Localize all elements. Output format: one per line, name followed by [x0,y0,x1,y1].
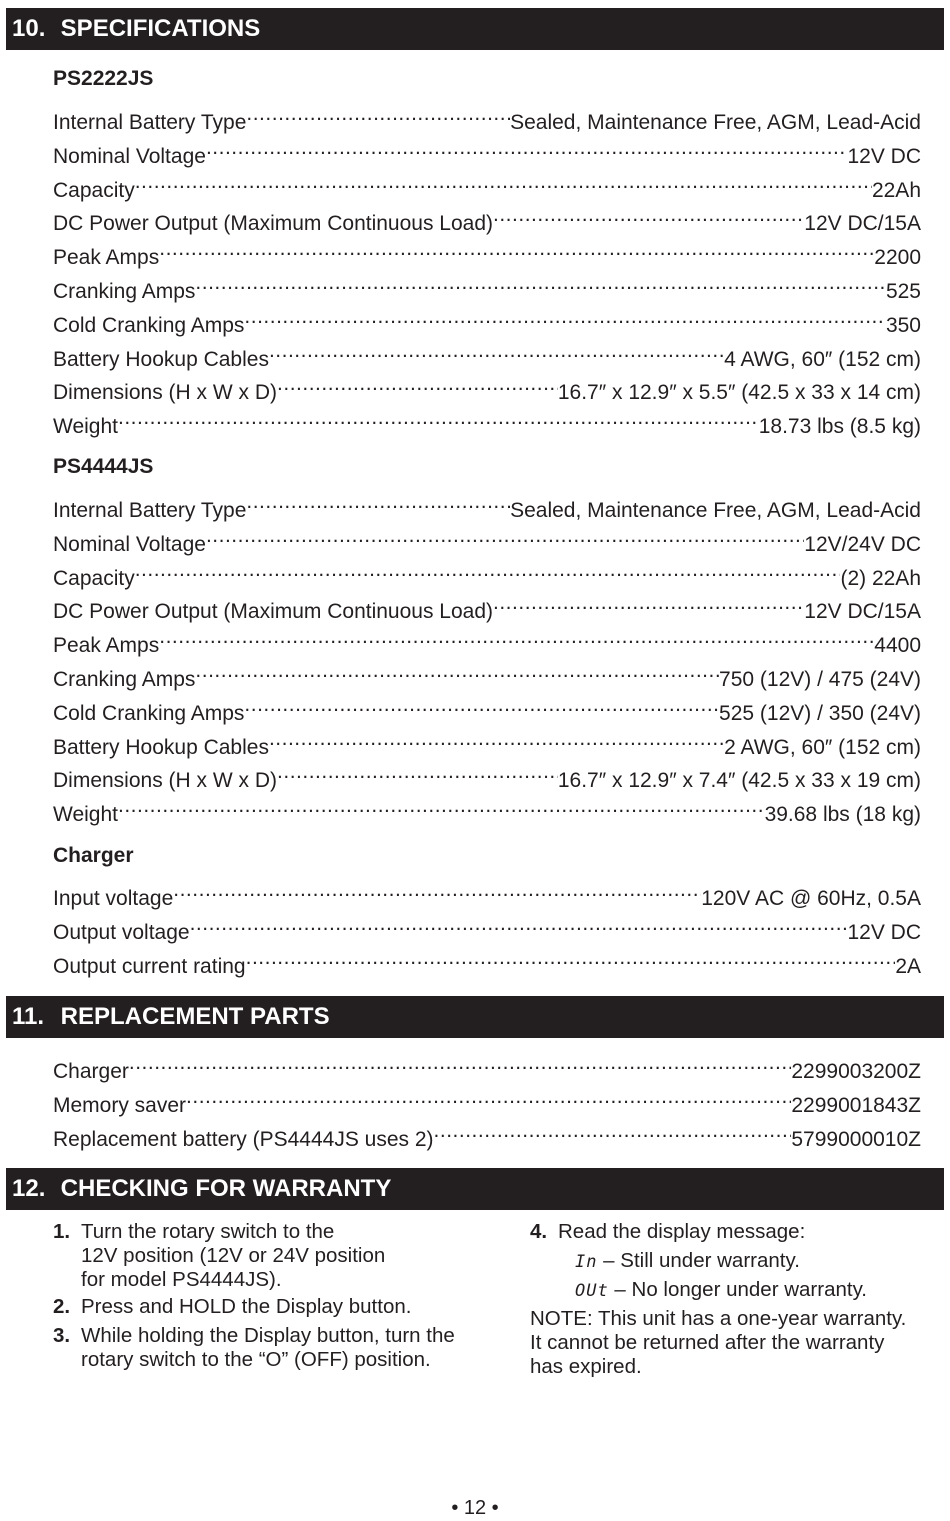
spec-value: 2200 [874,246,921,270]
warranty-step-4 [530,1220,940,1244]
dot-leader [206,521,804,551]
spec-value: 12V DC [847,144,921,168]
dot-leader [269,336,724,366]
step-line: While holding the Display button, turn the [81,1324,455,1347]
warranty-step-2 [53,1295,493,1319]
spec-value: 120V AC @ 60Hz, 0.5A [701,887,921,910]
spec-row [53,943,921,978]
spec-label: DC Power Output (Maximum Continuous Load) [53,600,494,624]
spec-row [53,133,921,168]
spec-row [53,909,921,944]
dot-leader [277,369,558,399]
spec-value: 16.7″ x 12.9″ x 5.5″ (42.5 x 33 x 14 cm) [557,381,921,405]
spec-value: 2 AWG, 60″ (152 cm) [724,735,921,759]
warranty-step-3 [53,1324,493,1372]
spec-label: Dimensions (H x W x D) [53,381,278,405]
spec-value: 750 (12V) / 475 (24V) [719,668,921,691]
spec-value: 22Ah [871,178,921,202]
spec-value: Sealed, Maintenance Free, AGM, Lead-Acid [510,111,921,134]
dot-leader [493,588,804,618]
section-title: CHECKING FOR WARRANTY [60,1175,392,1202]
dot-leader [206,133,848,163]
section-title: REPLACEMENT PARTS [60,1003,330,1030]
dot-leader [135,555,841,585]
spec-row [53,234,921,270]
model-title-ps4444js: PS4444JS [53,455,154,478]
spec-row [53,724,921,759]
spec-label: Weight [53,803,118,827]
dot-leader [118,791,765,821]
spec-row [53,167,921,202]
spec-label: Replacement battery (PS4444JS uses 2) [53,1127,434,1151]
note-line: NOTE: This unit has a one-year warranty. [530,1307,907,1330]
message-text: – Still under warranty. [597,1249,800,1272]
section-number: 10. [12,15,46,42]
section-header-specifications [6,8,944,50]
step-line: Press and HOLD the Display button. [81,1295,412,1318]
spec-label: Charger [53,1060,129,1083]
spec-label: Nominal Voltage [53,532,206,556]
dot-leader [173,875,701,905]
spec-label: Input voltage [53,887,174,910]
spec-label: Capacity [53,178,135,202]
spec-value: 2299001843Z [791,1093,921,1117]
step-line: Read the display message: [558,1220,806,1243]
dot-leader [434,1116,792,1146]
spec-value: 525 [885,280,921,303]
spec-label: Peak Amps [53,634,160,658]
spec-row [53,1116,921,1151]
spec-label: Cold Cranking Amps [53,313,245,337]
spec-label: Internal Battery Type [53,499,247,522]
section-title: SPECIFICATIONS [60,15,261,42]
dot-leader [159,234,874,264]
spec-row [53,656,921,691]
spec-row [53,302,921,337]
spec-label: Capacity [53,566,135,590]
spec-row [53,200,921,236]
lcd-code: OUt [575,1281,609,1301]
spec-label: Memory saver [53,1093,187,1117]
spec-row [53,588,921,624]
warranty-note [530,1307,940,1379]
spec-row [53,757,921,793]
spec-row [53,1048,921,1083]
step-line: Turn the rotary switch to the [81,1220,335,1243]
dot-leader [195,656,719,686]
note-line: has expired. [530,1355,642,1378]
spec-label: Output voltage [53,920,190,944]
spec-row [53,521,921,556]
spec-label: Internal Battery Type [53,111,247,134]
dot-leader [244,302,886,332]
dot-leader [246,99,510,129]
spec-value: 525 (12V) / 350 (24V) [719,701,921,725]
spec-row [53,555,921,590]
spec-label: Cranking Amps [53,668,196,691]
warranty-step-1 [53,1220,493,1292]
step-line: for model PS4444JS). [81,1268,282,1291]
spec-row [53,875,921,910]
spec-value: Sealed, Maintenance Free, AGM, Lead-Acid [510,499,921,522]
spec-value: 12V DC/15A [804,212,921,236]
spec-value: 18.73 lbs (8.5 kg) [758,415,921,439]
dot-leader [190,909,848,939]
spec-label: DC Power Output (Maximum Continuous Load) [53,212,494,236]
model-title-ps2222js: PS2222JS [53,67,154,90]
spec-value: 12V DC [847,920,921,944]
spec-label: Weight [53,415,118,439]
spec-row [53,487,921,522]
spec-value: 4400 [874,634,921,658]
spec-label: Dimensions (H x W x D) [53,769,278,793]
page-number: • 12 • [451,1497,499,1519]
spec-row [53,1082,921,1117]
lcd-code: In [575,1252,598,1272]
spec-value: 2299003200Z [791,1060,921,1083]
spec-value: 39.68 lbs (18 kg) [764,803,921,827]
spec-label: Cranking Amps [53,280,196,303]
spec-label: Cold Cranking Amps [53,701,245,725]
model-title-charger: Charger [53,844,134,867]
display-message-out [575,1278,935,1303]
dot-leader [135,167,872,197]
spec-value: 4 AWG, 60″ (152 cm) [724,347,921,371]
dot-leader [129,1048,792,1078]
dot-leader [269,724,724,754]
spec-value: 5799000010Z [791,1127,921,1151]
spec-label: Output current rating [53,954,246,978]
spec-row [53,336,921,371]
step-number: 3. [53,1324,71,1347]
spec-value: 12V DC/15A [804,600,921,624]
spec-value: 12V/24V DC [804,532,921,556]
display-message-in [575,1249,935,1274]
spec-row [53,268,921,303]
dot-leader [246,943,896,973]
section-number: 11. [12,1003,45,1030]
dot-leader [277,757,558,787]
dot-leader [244,690,719,720]
dot-leader [159,622,874,652]
spec-label: Battery Hookup Cables [53,347,269,371]
section-header-warranty [6,1168,944,1210]
dot-leader [118,403,759,433]
note-line: It cannot be returned after the warranty [530,1331,885,1354]
spec-label: Battery Hookup Cables [53,735,269,759]
spec-value: 2A [895,954,921,978]
spec-value: 16.7″ x 12.9″ x 7.4″ (42.5 x 33 x 19 cm) [557,769,921,793]
spec-row [53,403,921,439]
step-number: 1. [53,1220,71,1243]
step-number: 4. [530,1220,548,1243]
spec-row [53,369,921,405]
dot-leader [186,1082,791,1112]
section-header-replacement-parts [6,996,944,1038]
dot-leader [246,487,510,517]
spec-row [53,99,921,134]
step-line: rotary switch to the “O” (OFF) position. [81,1348,431,1371]
spec-row [53,791,921,827]
step-number: 2. [53,1295,71,1318]
spec-value: 350 [885,313,921,337]
spec-label: Nominal Voltage [53,144,206,168]
section-number: 12. [12,1175,46,1202]
spec-row [53,622,921,658]
step-line: 12V position (12V or 24V position [81,1244,386,1267]
spec-label: Peak Amps [53,246,160,270]
spec-value: (2) 22Ah [840,566,921,590]
dot-leader [195,268,886,298]
spec-row [53,690,921,725]
dot-leader [493,200,804,230]
message-text: – No longer under warranty. [608,1278,868,1301]
